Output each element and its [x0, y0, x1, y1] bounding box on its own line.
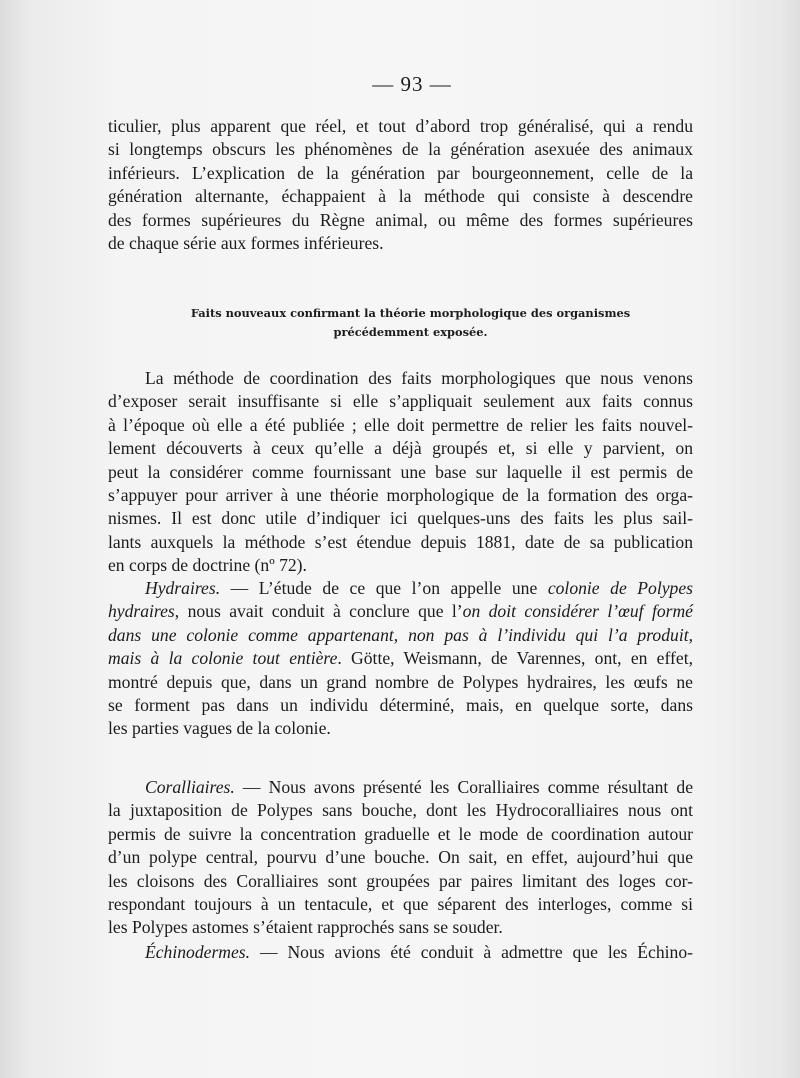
- text-line: [108, 600, 693, 623]
- paragraph-hydraires: [108, 577, 693, 741]
- text-line: respondant toujours à un tentacule, et que séparent des interloges, comme si: [108, 893, 693, 914]
- text-line: [108, 776, 693, 799]
- text-run: — Nous avons présenté les Coralliaires comme résultant de: [234, 777, 693, 797]
- text-line: les cloisons des Coralliaires sont groupées par paires limitant des loges cor-: [108, 870, 693, 891]
- section-heading-line-1: Faits nouveaux confirmant la théorie morphologique des organismes: [190, 306, 631, 320]
- page-number: — 93 —: [372, 72, 452, 96]
- text-line: génération alternante, échappaient à la méthode qui consiste à descendre: [108, 186, 693, 207]
- text-line: en corps de doctrine (nº 72).: [108, 555, 307, 576]
- italic-title: Échinodermes.: [145, 942, 251, 962]
- italic-run: on doit considérer l’œuf formé: [462, 601, 693, 622]
- text-line: lants auxquels la méthode s’est étendue depuis 1881, date de sa publication: [108, 531, 693, 552]
- text-line: [108, 941, 693, 964]
- paragraph-coralliaires: [108, 776, 693, 940]
- section-heading: [118, 304, 703, 342]
- text-line: montré depuis que, dans un grand nombre de Polypes hydraires, les œufs ne: [108, 671, 693, 692]
- text-line: les parties vagues de la colonie.: [108, 718, 331, 739]
- section-heading-line-2: précédemment exposée.: [333, 325, 488, 339]
- italic-run: dans une colonie comme appartenant, non pas à l’individu qui l’a produit,: [108, 624, 693, 645]
- text-line: permis de suivre la concentration graduelle et le mode de coordination autour: [108, 823, 693, 844]
- text-line: [108, 624, 693, 647]
- text-line: si longtemps obscurs les phénomènes de la génération asexuée des animaux: [108, 139, 693, 160]
- paragraph-echinodermes: [108, 941, 693, 964]
- text-line: [108, 647, 693, 670]
- text-line: d’exposer serait insuffisante si elle s’appliquait seulement aux faits connus: [108, 391, 693, 412]
- text-line: d’un polype central, pourvu d’une bouche. On sait, en effet, aujourd’hui que: [108, 847, 693, 868]
- text-line: les Polypes astomes s’étaient rapprochés sans se souder.: [108, 917, 503, 938]
- text-line: La méthode de coordination des faits morphologiques que nous venons: [145, 368, 693, 388]
- italic-run: hydraires: [108, 601, 175, 622]
- text-line: lement découverts à ceux qu’elle a déjà groupés et, si elle y parvient, on: [108, 438, 693, 459]
- text-run: — L’étude de ce que l’on appelle une: [220, 578, 548, 598]
- text-line: de chaque série aux formes inférieures.: [108, 232, 384, 253]
- text-line: se forment pas dans un individu déterminé, mais, en quelque sorte, dans: [108, 694, 693, 715]
- text-run: , nous avait conduit à conclure que l’: [174, 601, 463, 622]
- text-line: s’appuyer pour arriver à une théorie morphologique de la formation des orga-: [108, 484, 693, 505]
- text-run: . Götte, Weismann, de Varennes, ont, en effet,: [337, 648, 693, 669]
- text-line: [108, 577, 693, 600]
- text-line: des formes supérieures du Règne animal, ou même des formes supérieures: [108, 209, 693, 230]
- italic-run: mais à la colonie tout entière: [108, 648, 338, 669]
- paragraph-continuation: [108, 115, 693, 255]
- italic-run: colonie de Polypes: [547, 578, 693, 598]
- text-line: la juxtaposition de Polypes sans bouche, dont les Hydrocoralliaires nous ont: [108, 800, 693, 821]
- italic-title: Hydraires.: [145, 578, 221, 598]
- paragraph-methode: [108, 367, 693, 578]
- text-run: — Nous avions été conduit à admettre que les Échino-: [250, 942, 693, 962]
- text-line: inférieurs. L’explication de la génération par bourgeonnement, celle de la: [108, 162, 693, 183]
- text-line: nismes. Il est donc utile d’indiquer ici quelques-uns des faits les plus sail-: [108, 508, 693, 529]
- text-line: ticulier, plus apparent que réel, et tout d’abord trop généralisé, qui a rendu: [108, 116, 693, 136]
- text-line: à l’époque où elle a été publiée ; elle doit permettre de relier les faits nouvel-: [108, 414, 693, 435]
- italic-title: Coralliaires.: [145, 777, 235, 797]
- text-line: peut la considérer comme fournissant une base sur laquelle il est permis de: [108, 461, 693, 482]
